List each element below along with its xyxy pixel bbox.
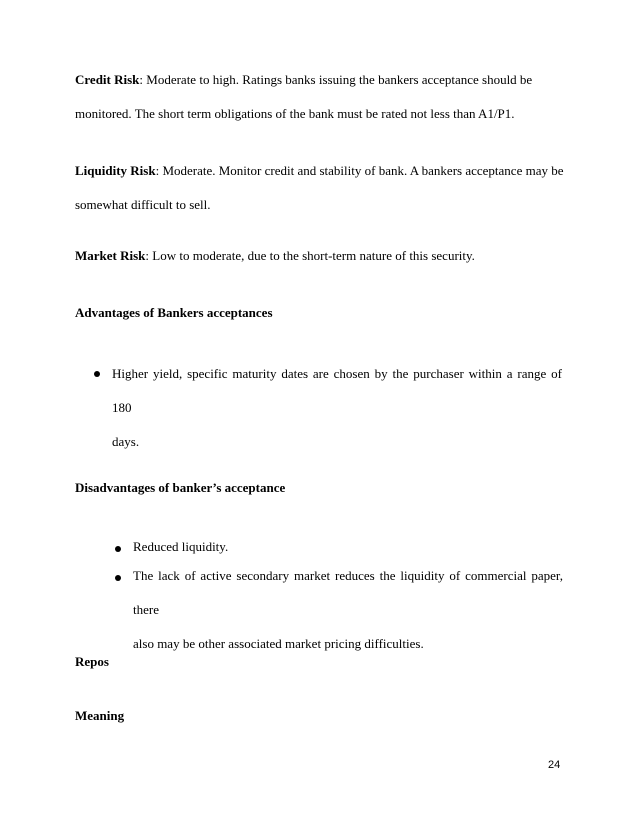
liquidity-risk-text-2: somewhat difficult to sell.: [75, 197, 211, 212]
bullet-icon: [94, 371, 100, 377]
credit-risk-text-1: : Moderate to high. Ratings banks issuing the bankers acceptance should be: [139, 72, 533, 87]
disadvantages-heading: Disadvantages of banker’s acceptance: [75, 480, 286, 495]
credit-risk-line-1: [75, 63, 563, 97]
market-risk-label: Market Risk: [75, 248, 146, 263]
market-risk-line: [75, 239, 563, 273]
disadvantages-item-1-line-1: Reduced liquidity.: [133, 539, 229, 554]
bullet-icon: [115, 575, 121, 581]
credit-risk-paragraph: [75, 63, 563, 131]
market-risk-paragraph: [75, 239, 563, 273]
advantages-heading: Advantages of Bankers acceptances: [75, 305, 273, 320]
meaning-heading: Meaning: [75, 708, 125, 723]
liquidity-risk-text-1: : Moderate. Monitor credit and stability of bank. A bankers acceptance may be: [155, 163, 564, 178]
advantages-item-1-line-1: Higher yield, specific maturity dates are chosen by the purchaser within a range of 180: [112, 366, 562, 415]
repos-heading: Repos: [75, 654, 109, 669]
credit-risk-label: Credit Risk: [75, 72, 140, 87]
liquidity-risk-line-1: [75, 154, 563, 188]
market-risk-text: : Low to moderate, due to the short-term nature of this security.: [145, 248, 475, 263]
advantages-item-1: [112, 357, 562, 459]
disadvantages-item-2-line-2: also may be other associated market pricing difficulties.: [133, 636, 424, 651]
credit-risk-text-2: monitored. The short term obligations of the bank must be rated not less than A1/P1.: [75, 106, 515, 121]
bullet-icon: [115, 546, 121, 552]
disadvantages-item-2-line-1: The lack of active secondary market reduces the liquidity of commercial paper, there: [133, 568, 563, 617]
liquidity-risk-label: Liquidity Risk: [75, 163, 156, 178]
disadvantages-item-2: [133, 559, 563, 661]
liquidity-risk-paragraph: [75, 154, 563, 222]
page-number: 24: [548, 759, 561, 771]
advantages-item-1-line-2: days.: [112, 434, 140, 449]
